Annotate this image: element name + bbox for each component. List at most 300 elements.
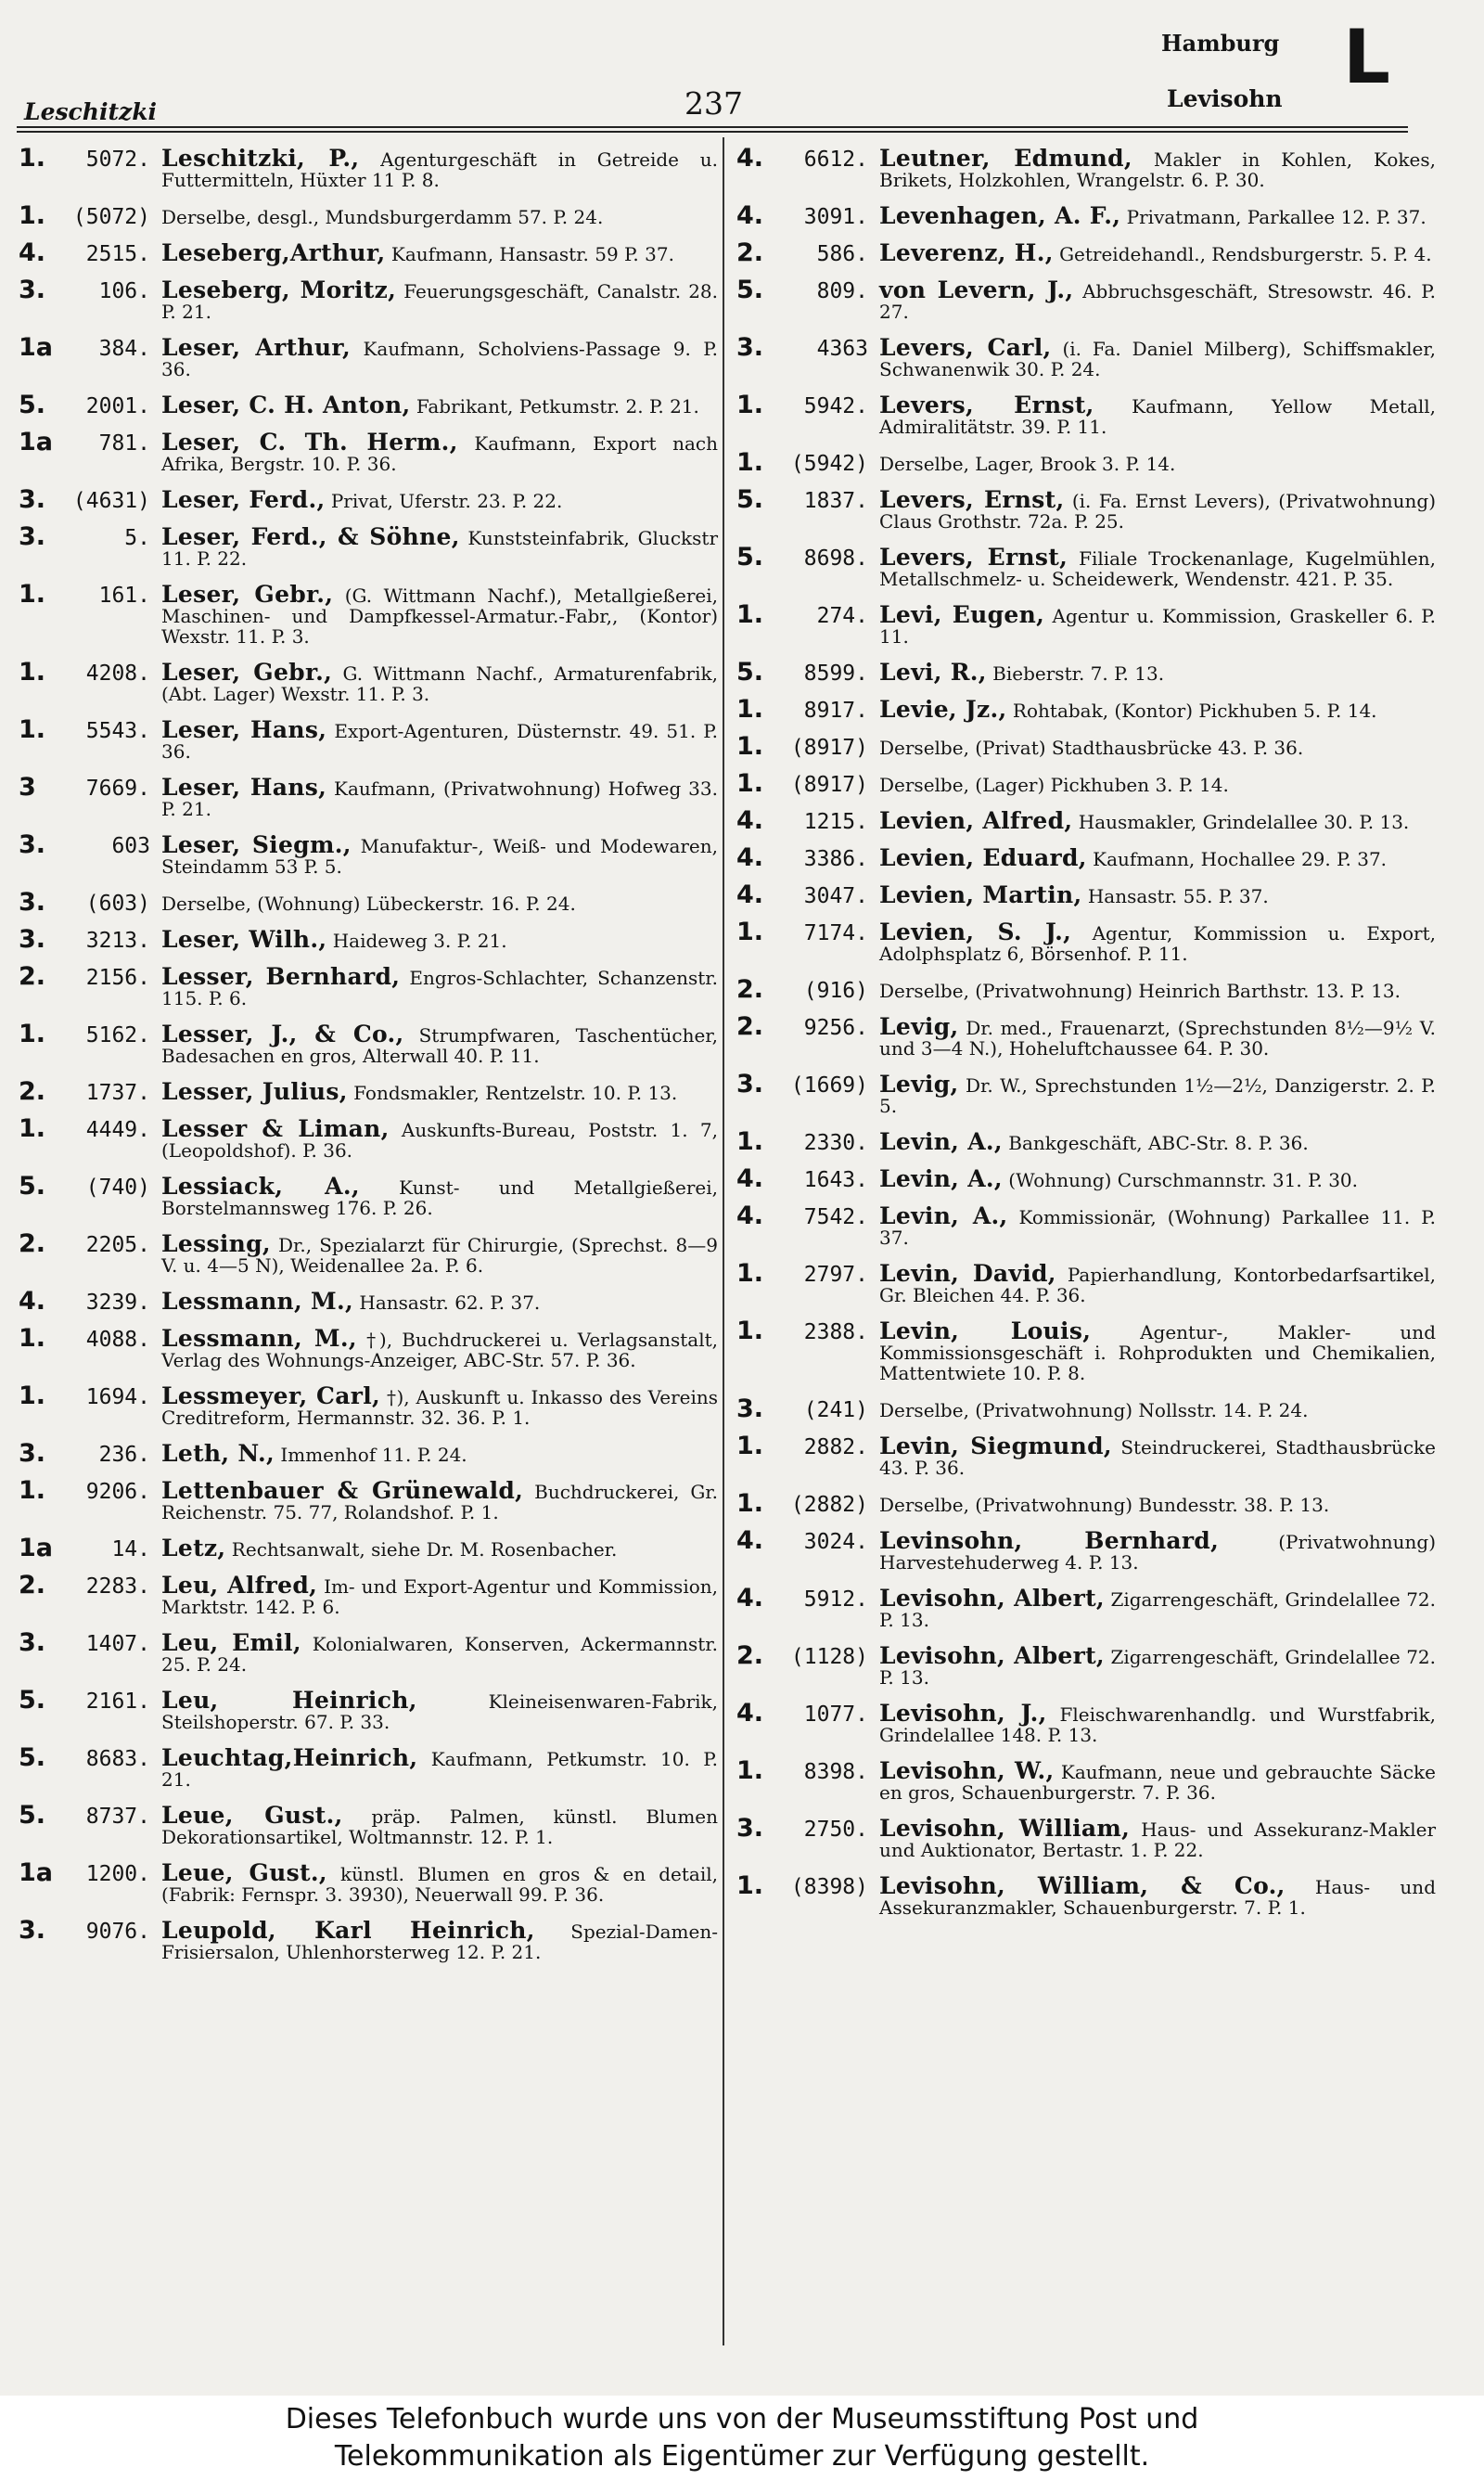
entry-text [877,1128,1436,1155]
subscriber-name: Levisohn, William, [879,1815,1131,1842]
subscriber-name: Leser, Ferd., & Söhne, [161,523,460,550]
subscriber-name: Leu, Alfred, [161,1572,318,1599]
subscriber-name: Levin, David, [879,1260,1056,1287]
exchange-code: 1. [736,1432,764,1460]
directory-entry [19,1534,718,1562]
phone-number: 384. [98,337,150,361]
phone-number: 2388. [803,1320,868,1344]
subscriber-details: Kaufmann, Export nach Afrika, Bergstr. 10. P. 36. [161,432,719,475]
entry-text [877,1494,1436,1515]
exchange-code: 4. [736,880,764,909]
subscriber-name: Lessmann, M., [161,1325,357,1352]
subscriber-details: Hansastr. 62. P. 37. [359,1291,541,1314]
directory-entry [19,888,718,917]
subscriber-name: Levin, Louis, [879,1317,1092,1344]
directory-entry [19,1439,718,1468]
exchange-code: 1. [19,658,46,687]
directory-entry [736,1070,1437,1117]
subscriber-name: Leu, Heinrich, [161,1687,417,1714]
subscriber-details: Zigarrengeschäft, Grindelallee 72. P. 13. [879,1646,1437,1689]
subscriber-details: Rohtabak, (Kontor) Pickhuben 5. P. 14. [1012,700,1377,722]
phone-number: 2750. [803,1818,868,1842]
directory-entry [736,1259,1437,1306]
entry-text [160,429,719,475]
subscriber-details: Haus- und Assekuranz-Makler und Auktionator, Bertastr. 1. P. 22. [879,1818,1436,1861]
phone-number: (8917) [790,736,868,760]
phone-number: 5. [124,526,150,550]
subscriber-name: Leser, Siegm., [161,831,352,858]
phone-number: 3091. [803,205,868,229]
phone-number: 8698. [803,546,868,571]
entry-text [877,392,1437,438]
subscriber-details: Buchdruckerei, Gr. Reichenstr. 75. 77, Rolandshof. P. 1. [161,1481,719,1523]
exchange-code: 1. [736,1127,764,1156]
directory-entry [19,1571,718,1618]
entry-text [160,581,719,648]
exchange-code: 2. [736,1012,764,1041]
subscriber-name: Leser, C. Th. Herm., [161,429,458,456]
phone-number: (916) [803,979,868,1003]
exchange-code: 3. [19,1628,46,1657]
phone-number: 4208. [85,662,150,686]
directory-entry [19,830,719,878]
directory-entry [736,769,1436,798]
exchange-code: 4. [736,1584,764,1613]
directory-entry [736,1584,1437,1631]
phone-number: 8599. [803,662,868,686]
subscriber-name: Leue, Gust., [161,1802,343,1829]
subscriber-details: Privat, Uferstr. 23. P. 22. [330,490,563,512]
entry-text [160,963,719,1009]
subscriber-details: Kolonialwaren, Konserven, Ackermannstr. 25. P. 24. [161,1633,718,1676]
phone-number: 3213. [85,929,150,953]
phone-number: 106. [98,279,150,303]
subscriber-name: Levien, Martin, [879,881,1082,908]
phone-number: 1837. [803,489,868,513]
phone-number: (1128) [790,1645,868,1669]
subscriber-details: Kaufmann, Hansastr. 59 P. 37. [390,243,674,265]
subscriber-details: präp. Palmen, künstl. Blumen Dekorationsartikel, Woltmannstr. 12. P. 1. [161,1805,718,1848]
entry-text [877,737,1436,758]
subscriber-details: Immenhof 11. P. 24. [280,1444,467,1466]
directory-entry [736,1526,1436,1574]
directory-entry [19,144,718,191]
subscriber-name: Levi, R., [879,659,987,686]
subscriber-details: Engros-Schlachter, Schanzenstr. 115. P. 6. [161,967,719,1009]
subscriber-name: Lessmann, M., [161,1288,354,1315]
entry-text [877,1202,1436,1249]
directory-entry [736,1164,1436,1193]
exchange-code: 2. [19,1229,46,1258]
subscriber-details: Derselbe, (Wohnung) Lübeckerstr. 16. P. 24. [161,893,576,915]
entry-text [877,774,1436,795]
exchange-code: 3. [19,522,46,551]
subscriber-details: Fabrikant, Petkumstr. 2. P. 21. [416,395,699,418]
subscriber-details: Steindruckerei, Stadthausbrücke 43. P. 36. [879,1436,1436,1479]
directory-entry [736,333,1437,380]
subscriber-details: Derselbe, (Privatwohnung) Nollsstr. 14. P. 24. [879,1399,1309,1421]
directory-entry [19,925,718,954]
directory-entry [19,391,718,419]
phone-number: 5072. [85,148,150,172]
subscriber-details: Derselbe, desgl., Mundsburgerdamm 57. P. 24. [161,206,604,228]
subscriber-name: Lesser, Julius, [161,1078,348,1105]
subscriber-details: Kommissionär, (Wohnung) Parkallee 11. P. 37. [879,1206,1436,1249]
subscriber-name: von Levern, J., [879,276,1074,303]
phone-number: 5543. [85,719,150,743]
subscriber-details: Derselbe, (Privat) Stadthausbrücke 43. P. 36. [879,737,1304,759]
entry-text [160,1115,718,1162]
exchange-code: 1. [736,448,764,477]
subscriber-details: (i. Fa. Ernst Levers), (Privatwohnung) Claus Grothstr. 72a. P. 25. [879,490,1436,533]
phone-number: 3024. [803,1530,868,1554]
directory-entry [19,1287,718,1316]
entry-text [877,1260,1437,1306]
directory-entry [19,1077,718,1106]
exchange-code: 1. [19,1476,46,1505]
entry-text [160,1173,719,1219]
phone-number: 274. [816,604,868,628]
entry-text [160,1440,718,1467]
subscriber-name: Levisohn, J., [879,1700,1047,1727]
exchange-code: 3. [19,276,46,304]
subscriber-details: Dr. W., Sprechstunden 1½—2½, Danzigerstr. 2. P. 5. [879,1074,1437,1117]
phone-number: (5942) [790,452,868,476]
footer-line-1: Dieses Telefonbuch wurde uns von der Museumsstiftung Post und [285,2403,1199,2435]
entry-text [160,774,718,820]
exchange-code: 3. [19,485,46,514]
entry-text [877,919,1436,965]
phone-number: 7542. [803,1205,868,1229]
subscriber-details: Privatmann, Parkallee 12. P. 37. [1126,206,1426,228]
exchange-code: 1. [736,732,764,761]
directory-entry [736,695,1436,724]
entry-text [160,1078,718,1105]
directory-entry [736,1012,1436,1060]
exchange-code: 5. [19,1801,46,1830]
subscriber-name: Leth, N., [161,1440,275,1467]
entry-text [877,453,1436,474]
exchange-code: 3. [736,1070,764,1099]
phone-number: 5912. [803,1587,868,1612]
phone-number: 1200. [85,1862,150,1886]
left-column [19,144,719,1978]
exchange-code: 4. [736,1201,764,1230]
exchange-code: 4. [19,238,46,267]
directory-entry [19,1916,718,1963]
phone-number: 8398. [803,1760,868,1784]
phone-number: 1077. [803,1703,868,1727]
exchange-code: 3. [19,830,46,859]
exchange-code: 3. [736,1394,764,1423]
entry-text [877,844,1436,871]
subscriber-details: Kaufmann, Hochallee 29. P. 37. [1093,848,1388,870]
phone-number: 9256. [803,1016,868,1040]
directory-entry [736,1699,1436,1746]
subscriber-name: Leseberg,Arthur, [161,239,386,266]
entry-text [160,1325,718,1371]
section-letter: L [1343,14,1390,100]
exchange-code: 5. [19,1686,46,1715]
phone-number: 809. [816,279,868,303]
entry-text [160,893,718,914]
subscriber-name: Levie, Jz., [879,696,1007,723]
subscriber-name: Leser, Arthur, [161,334,352,361]
column-divider [723,137,724,2345]
phone-number: 1694. [85,1385,150,1409]
header-rule [17,126,1408,128]
phone-number: 161. [98,584,150,608]
entry-text [877,1317,1436,1384]
directory-entry [19,1801,718,1848]
entry-text [877,696,1436,723]
subscriber-details: †), Buchdruckerei u. Verlagsanstalt, Verlag des Wohnungs-Anzeiger, ABC-Str. 57. P. 36. [161,1329,718,1371]
entry-text [877,276,1437,323]
header-city: Hamburg [1161,30,1280,57]
directory-entry [736,1756,1436,1804]
entry-text [877,1013,1436,1060]
phone-number: 8917. [803,699,868,723]
exchange-code: 1. [19,201,46,230]
exchange-code: 3. [19,1439,46,1468]
subscriber-details: Zigarrengeschäft, Grindelallee 72. P. 13. [879,1588,1437,1631]
exchange-code: 4. [736,843,764,872]
entry-text [877,980,1436,1001]
directory-entry [19,1743,718,1791]
phone-number: 2330. [803,1131,868,1155]
entry-text [160,1917,718,1963]
directory-entry [736,144,1437,191]
phone-number: 14. [111,1537,150,1561]
phone-number: 2156. [85,966,150,990]
subscriber-details: (G. Wittmann Nachf.), Metallgießerei, Maschinen- und Dampfkessel-Armatur.-Fabr,, (Kontor) Wexstr. 11. P. 3. [161,585,719,648]
subscriber-name: Levers, Ernst, [879,486,1065,513]
exchange-code: 2. [736,1641,764,1670]
phone-number: (603) [85,892,150,916]
subscriber-name: Leser, Wilh., [161,926,327,953]
entry-text [877,239,1436,266]
subscriber-name: Leser, Hans, [161,716,327,743]
subscriber-details: Makler in Kohlen, Kokes, Brikets, Holzkohlen, Wrangelstr. 6. P. 30. [879,148,1437,191]
subscriber-details: Kunststeinfabrik, Gluckstr 11. P. 22. [161,527,718,570]
exchange-code: 1. [736,1259,764,1288]
directory-entry [736,1432,1436,1479]
entry-text [877,202,1436,229]
entry-text [877,1433,1436,1479]
directory-entry [19,276,718,323]
subscriber-name: Leue, Gust., [161,1859,327,1886]
subscriber-details: Agentur u. Kommission, Graskeller 6. P. 11. [879,605,1437,648]
entry-text [160,206,718,227]
subscriber-name: Levien, Alfred, [879,807,1073,834]
exchange-code: 1. [736,391,764,419]
subscriber-details: Auskunfts-Bureau, Poststr. 1. 7, (Leopoldshof). P. 36. [161,1119,718,1162]
exchange-code: 3. [736,1814,764,1843]
phone-number: 2161. [85,1690,150,1714]
subscriber-name: Leuchtag,Heinrich, [161,1744,418,1771]
exchange-code: 5. [19,1743,46,1772]
subscriber-details: künstl. Blumen en gros & en detail, (Fabrik: Fernspr. 3. 3930), Neuerwall 99. P. 36. [161,1863,719,1906]
entry-text [877,1585,1437,1631]
entry-text [877,881,1436,908]
entry-text [877,807,1436,834]
directory-entry [19,238,718,267]
phone-number: 9076. [85,1920,150,1944]
subscriber-details: Kaufmann, Scholviens-Passage 9. P. 36. [161,338,718,380]
subscriber-details: Export-Agenturen, Düsternstr. 49. 51. P. 36. [161,720,718,763]
subscriber-details: Spezial-Damen-Frisiersalon, Uhlenhorsterweg 12. P. 21. [161,1921,718,1963]
directory-entry [19,1324,718,1371]
exchange-code: 3. [19,888,46,917]
exchange-code: 5. [19,391,46,419]
entry-text [160,831,719,878]
entry-text [877,486,1436,533]
phone-number: 1215. [803,810,868,834]
phone-number: (4631) [72,489,150,513]
subscriber-name: Leser, Gebr., [161,659,333,686]
exchange-code: 1a [19,333,54,362]
exchange-code: 2. [736,975,764,1004]
directory-entry [736,1201,1436,1249]
exchange-code: 1a [19,428,54,456]
page-number: 237 [684,85,743,122]
phone-number: 586. [816,242,868,266]
phone-number: 5942. [803,394,868,418]
phone-number: 781. [98,431,150,456]
exchange-code: 1. [19,1114,46,1143]
subscriber-name: Leser, C. H. Anton, [161,392,411,418]
subscriber-details: Derselbe, (Privatwohnung) Heinrich Barthstr. 13. P. 13. [879,980,1401,1002]
subscriber-details: Agentur, Kommission u. Export, Adolphsplatz 6, Börsenhof. P. 11. [879,922,1436,965]
exchange-code: 3. [19,925,46,954]
entry-text [877,145,1437,191]
entry-text [877,1071,1437,1117]
entry-text [160,1021,719,1067]
directory-entry [736,238,1436,267]
directory-entry [736,448,1436,477]
directory-entry [19,1114,718,1162]
subscriber-name: Levien, Eduard, [879,844,1087,871]
directory-entry [736,975,1436,1004]
entry-text [877,1815,1436,1861]
exchange-code: 1. [19,1020,46,1048]
subscriber-name: Lessiack, A., [161,1173,360,1200]
subscriber-name: Leser, Hans, [161,774,327,801]
phone-number: 6612. [803,148,868,172]
entry-text [877,601,1437,648]
directory-entry [736,843,1436,872]
subscriber-details: Kunst- und Metallgießerei, Borstelmannsweg 176. P. 26. [161,1176,719,1219]
directory-entry [736,600,1437,648]
subscriber-details: Dr., Spezialarzt für Chirurgie, (Sprechst. 8—9 V. u. 4—5 N), Weidenallee 2a. P. 6. [161,1234,719,1277]
subscriber-name: Lesser, Bernhard, [161,963,401,990]
exchange-code: 1. [19,715,46,744]
exchange-code: 2. [19,1077,46,1106]
entry-text [877,1872,1436,1919]
entry-text [160,1744,718,1791]
entry-text [160,486,718,513]
subscriber-name: Leschitzki, P., [161,145,360,172]
phone-number: (2882) [790,1493,868,1517]
subscriber-name: Levers, Ernst, [879,392,1094,418]
directory-entry [736,1127,1436,1156]
directory-entry [736,806,1436,835]
phone-number: 1643. [803,1168,868,1192]
phone-number: (1669) [790,1073,868,1098]
exchange-code: 1. [19,1324,46,1353]
directory-entry [19,715,718,763]
phone-number: 2882. [803,1435,868,1459]
directory-entry [736,485,1436,533]
subscriber-name: Levisohn, W., [879,1757,1055,1784]
entry-text [160,276,718,323]
exchange-code: 4. [19,1287,46,1316]
phone-number: 2205. [85,1233,150,1257]
subscriber-name: Lettenbauer & Grünewald, [161,1477,524,1504]
subscriber-details: †), Auskunft u. Inkasso des Vereins Creditreform, Hermannstr. 32. 36. P. 1. [161,1386,719,1429]
subscriber-details: Haideweg 3. P. 21. [332,930,507,952]
subscriber-name: Lesser & Liman, [161,1115,390,1142]
exchange-code: 1. [736,1871,764,1900]
entry-text [160,1230,719,1277]
subscriber-name: Levig, [879,1013,959,1040]
entry-text [160,926,718,953]
exchange-code: 1. [736,769,764,798]
subscriber-details: Agenturgeschäft in Getreide u. Futtermitteln, Hüxter 11 P. 8. [161,148,718,191]
directory-entry [19,1172,719,1219]
directory-entry [19,1858,719,1906]
entry-text [160,1535,718,1561]
exchange-code: 2. [19,962,46,991]
exchange-code: 4. [736,1699,764,1728]
directory-entry [736,201,1436,230]
entry-text [160,1687,718,1733]
exchange-code: 5. [736,658,764,687]
entry-text [877,1165,1436,1192]
entry-text [160,239,718,266]
entry-text [877,1527,1436,1574]
subscriber-details: Bankgeschäft, ABC-Str. 8. P. 36. [1008,1132,1309,1154]
entry-text [160,1288,718,1315]
entry-text [160,659,718,705]
subscriber-details: Derselbe, Lager, Brook 3. P. 14. [879,453,1176,475]
subscriber-name: Leu, Emil, [161,1629,301,1656]
subscriber-details: (i. Fa. Daniel Milberg), Schiffsmakler, Schwanenwik 30. P. 24. [879,338,1437,380]
subscriber-name: Levisohn, William, & Co., [879,1872,1286,1899]
subscriber-details: G. Wittmann Nachf., Armaturenfabrik, (Abt. Lager) Wexstr. 11. P. 3. [161,662,718,705]
exchange-code: 1. [736,600,764,629]
subscriber-name: Levin, A., [879,1202,1008,1229]
subscriber-name: Leser, Gebr., [161,581,334,608]
phone-number: 7669. [85,777,150,801]
entry-text [160,145,718,191]
exchange-code: 4. [736,806,764,835]
exchange-code: 2. [736,238,764,267]
directory-entry [19,962,719,1009]
exchange-code: 1. [736,1489,764,1518]
phone-number: 4088. [85,1328,150,1352]
exchange-code: 5. [736,276,764,304]
phone-number: (8398) [790,1875,868,1899]
subscriber-name: Lessmeyer, Carl, [161,1382,381,1409]
phone-number: 3239. [85,1291,150,1315]
subscriber-details: Kaufmann, neue und gebrauchte Säcke en gros, Schauenburgerstr. 7. P. 36. [879,1761,1436,1804]
phone-number: 603 [111,834,150,858]
header-rule-second [17,131,1408,133]
phone-number: 2283. [85,1574,150,1599]
subscriber-details: (Wohnung) Curschmannstr. 31. P. 30. [1008,1169,1359,1191]
phone-number: (5072) [72,205,150,229]
